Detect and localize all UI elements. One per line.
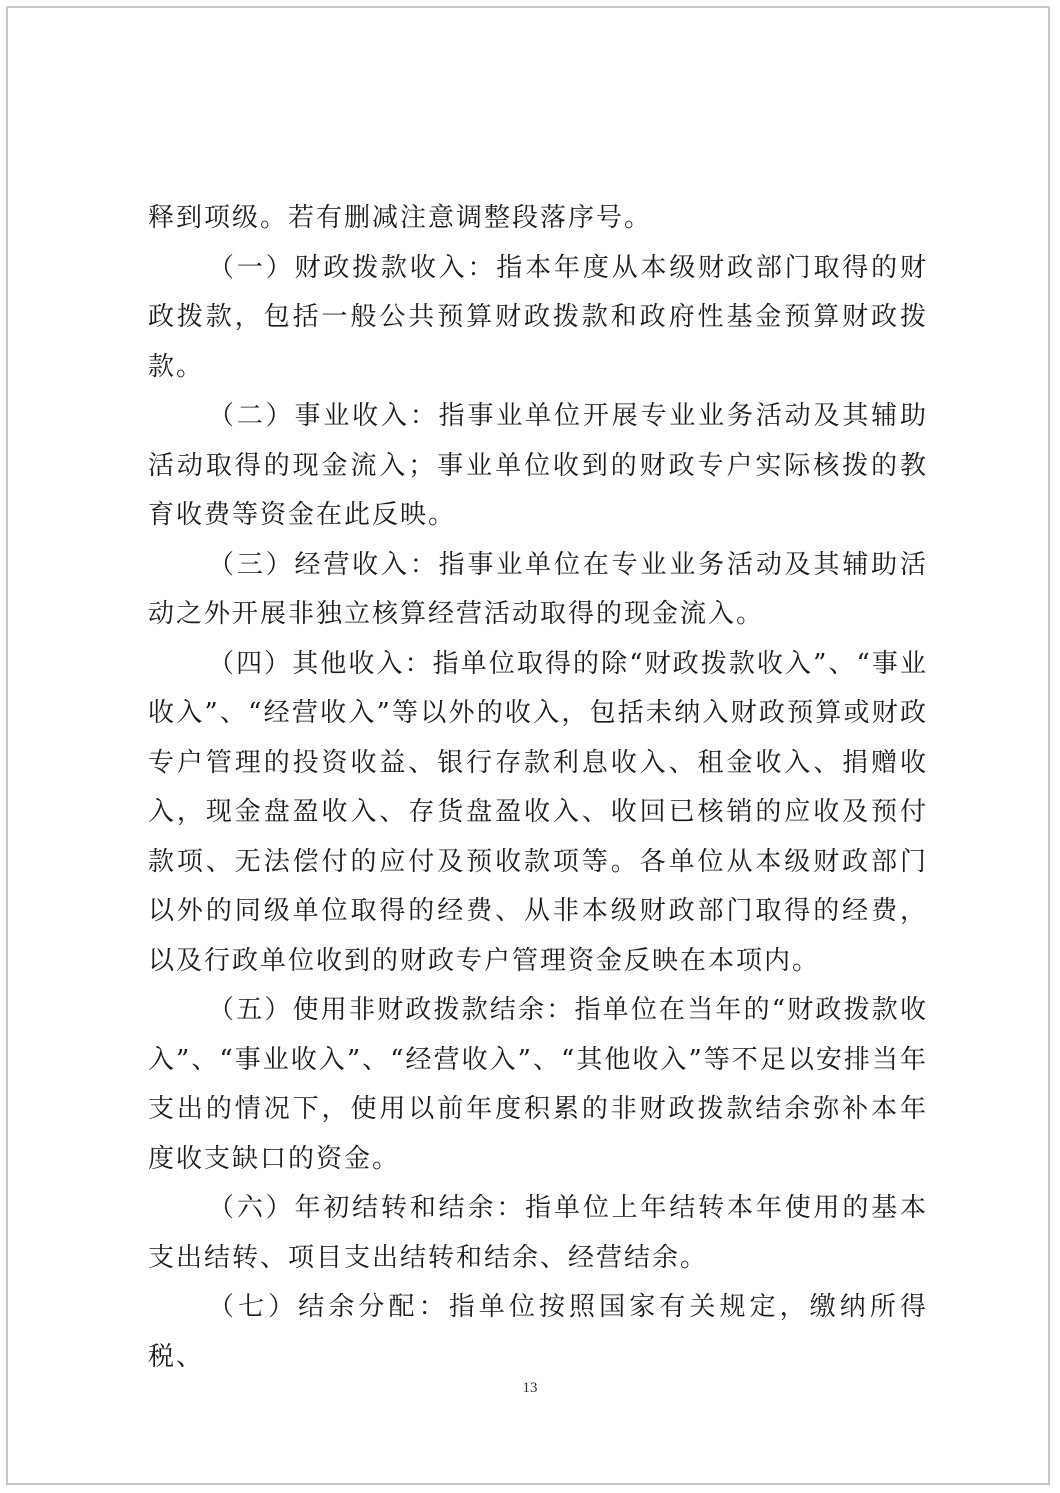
document-body [148, 194, 928, 1382]
paragraph-continuation: 释到项级。若有删减注意调整段落序号。 [148, 203, 653, 233]
page-number: 13 [522, 1380, 538, 1396]
paragraph-balance-distribution: （七）结余分配：指单位按照国家有关规定，缴纳所得税、 [148, 1292, 928, 1372]
paragraph-fiscal-appropriation-income: （一）财政拨款收入：指本年度从本级财政部门取得的财政拨款，包括一般公共预算财政拨款和政府性基金预算财政拨款。 [148, 252, 928, 382]
paragraph-operating-income: （三）经营收入：指事业单位在专业业务活动及其辅助活动之外开展非独立核算经营活动取得的现金流入。 [148, 549, 928, 629]
paragraph-other-income: （四）其他收入：指单位取得的除“财政拨款收入”、“事业收入”、“经营收入”等以外的收入，包括未纳入财政预算或财政专户管理的投资收益、银行存款利息收入、租金收入、捐赠收入，现金盘盈收入、存货盘盈收入、收回已核销的应收及预付款项、无法偿付的应付及预收款项等。各单位从本级财政部门以外的同级单位取得的经费、从非本级财政部门取得的经费，以及行政单位收到的财政专户管理资金反映在本项内。 [148, 648, 928, 976]
paragraph-opening-carryover: （六）年初结转和结余：指单位上年结转本年使用的基本支出结转、项目支出结转和结余、经营结余。 [148, 1193, 928, 1273]
paragraph-business-income: （二）事业收入：指事业单位开展专业业务活动及其辅助活动取得的现金流入；事业单位收到的财政专户实际核拨的教育收费等资金在此反映。 [148, 401, 928, 530]
paragraph-non-fiscal-balance: （五）使用非财政拨款结余：指单位在当年的“财政拨款收入”、“事业收入”、“经营收入”、“其他收入”等不足以安排当年支出的情况下，使用以前年度积累的非财政拨款结余弥补本年度收支缺口的资金。 [148, 995, 928, 1174]
